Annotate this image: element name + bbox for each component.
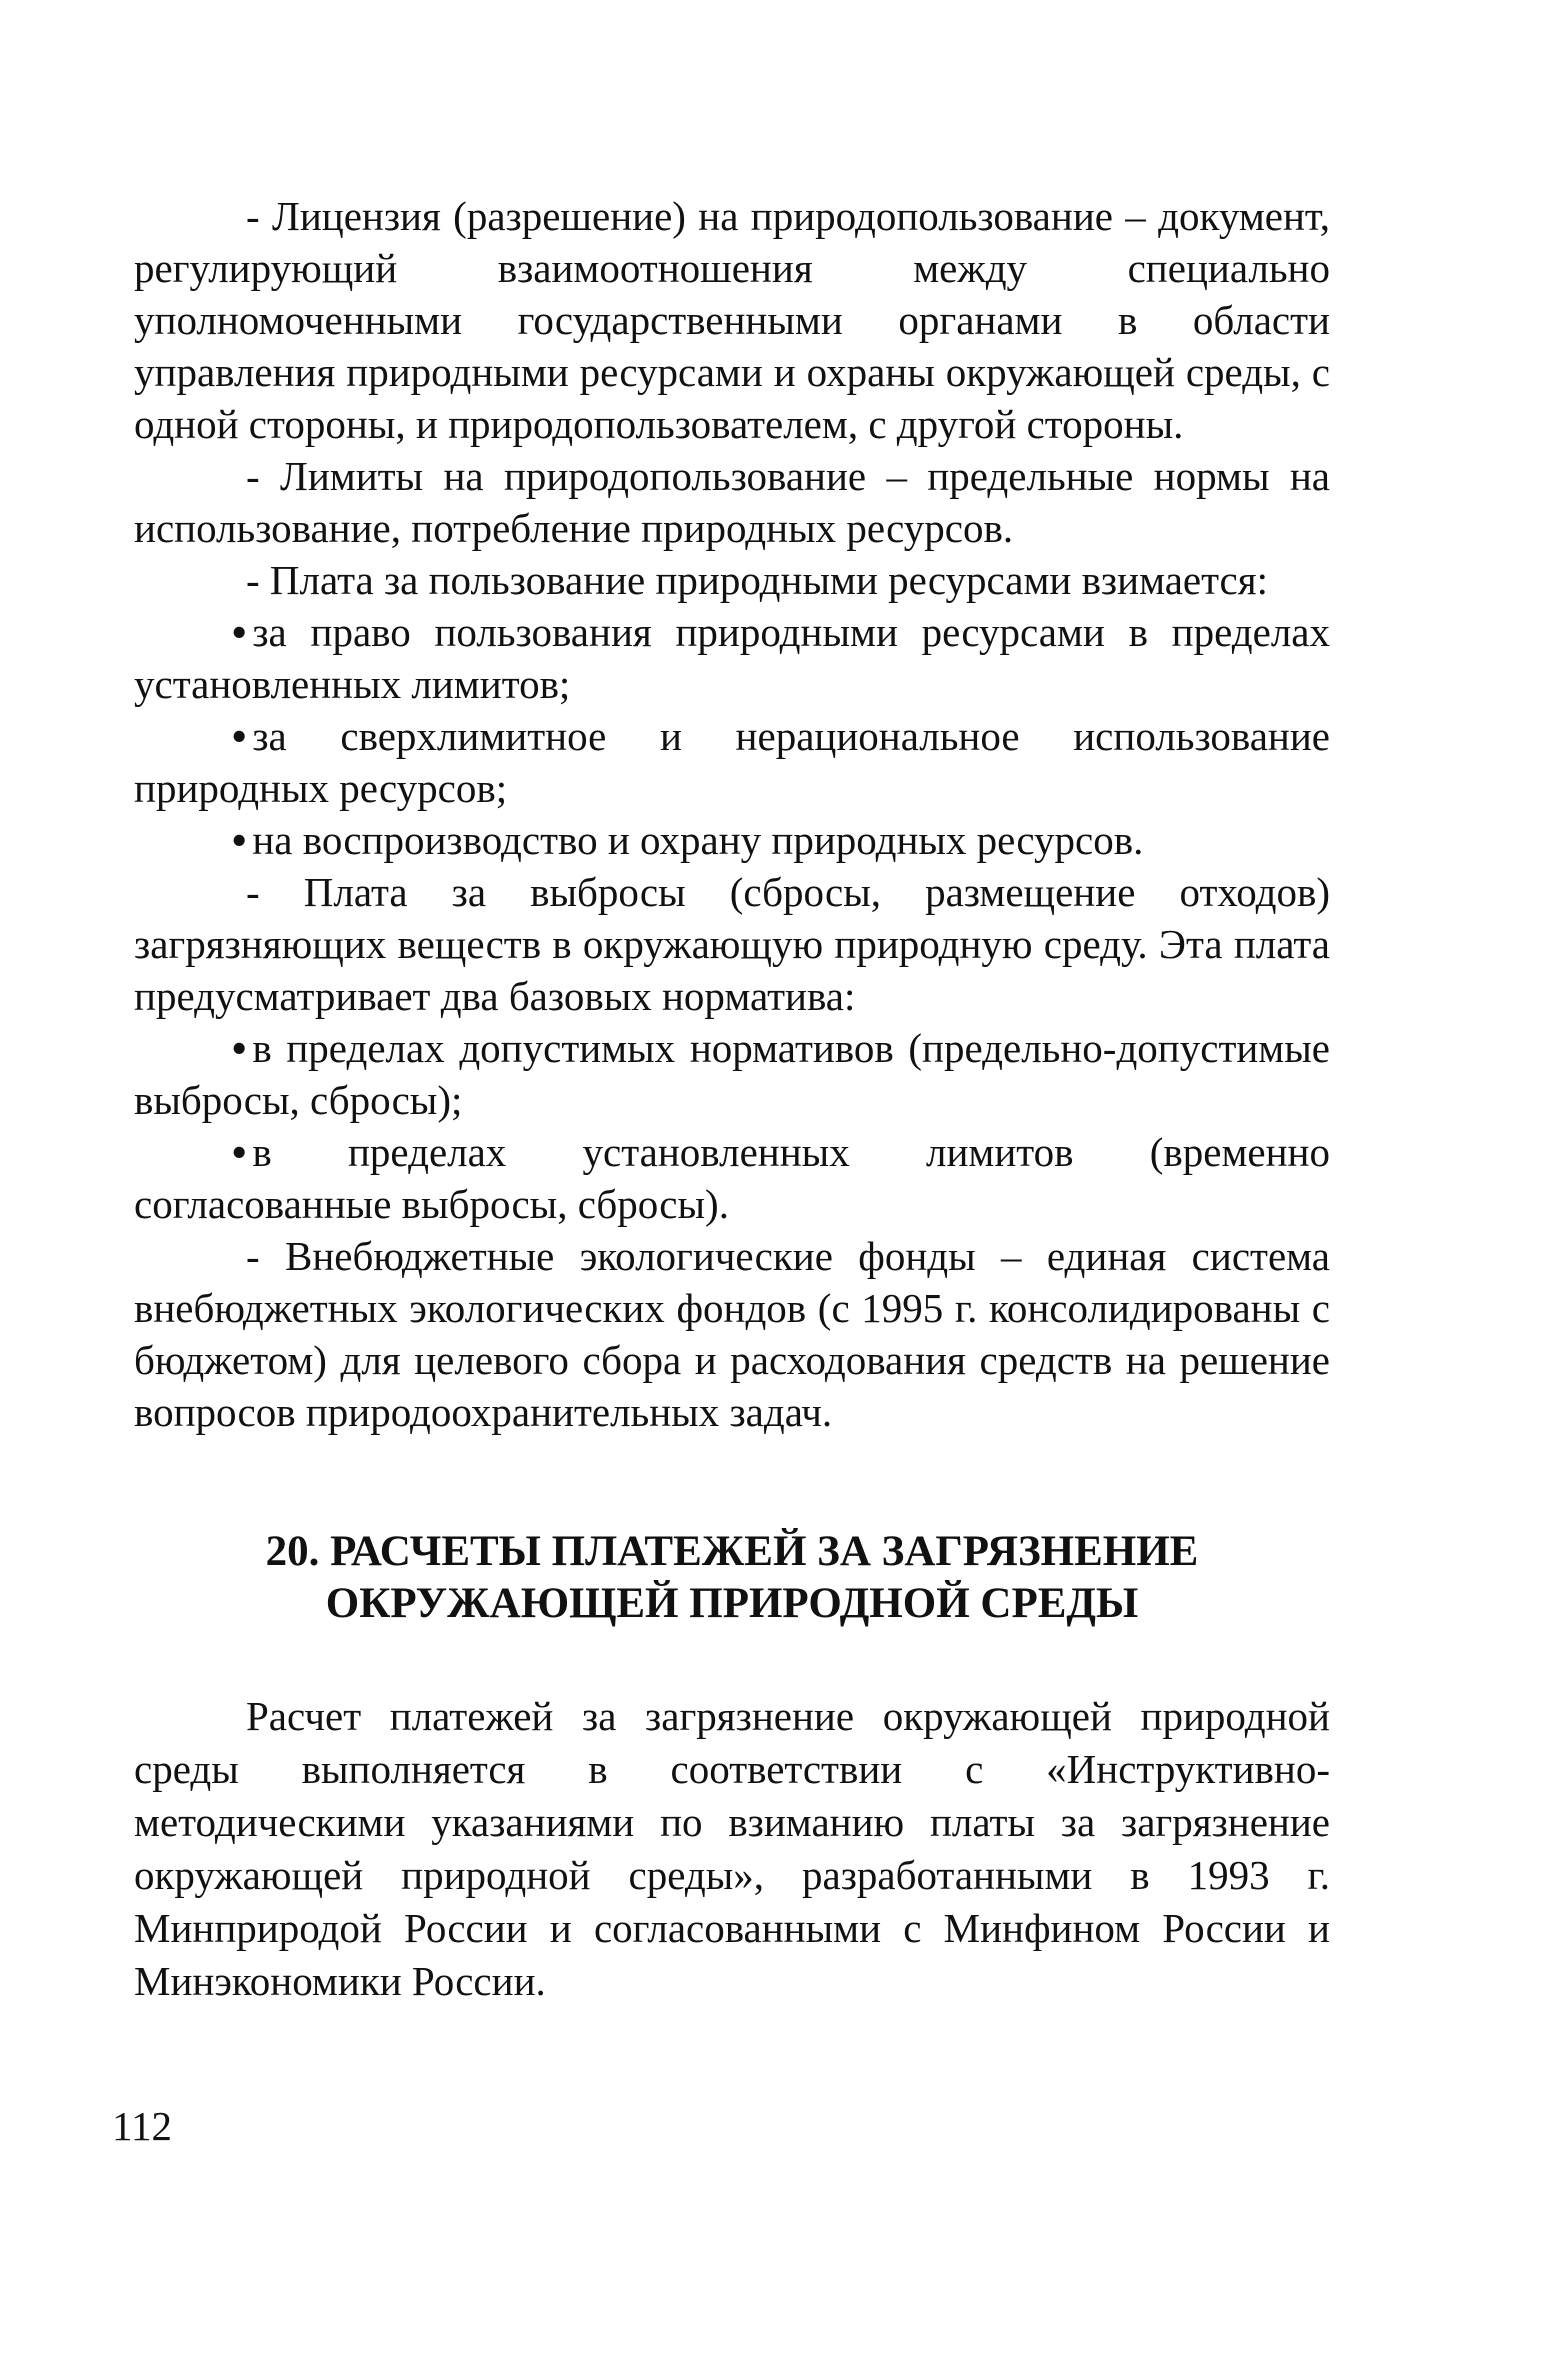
page-number: 112 [112,2103,172,2149]
bullet-item [134,1126,1330,1230]
bullet-text: за сверхлимитное и нерациональное использование природных ресурсов; [134,713,1330,811]
intro-paragraph: Расчет платежей за загрязнение окружающей природной среды выполняется в соответствии с «Инструктивно-методическими указаниями по взиманию платы за загрязнение окружающей природной среды», разработанными в 1993 г. Минприродой России и согласованными с Минфином России и Минэкономики России. [134,1693,1330,2004]
paragraph-license: - Лицензия (разрешение) на природопользование – документ, регулирующий взаимоотношения между специально уполномоченными государственными органами в области управления природными ресурсами и охраны окружающей среды, с одной стороны, и природопользователем, с другой стороны. [134,193,1330,447]
bullet-item [134,606,1330,710]
paragraph-emission-fee: - Плата за выбросы (сбросы, размещение отходов) загрязняющих веществ в окружающую природную среду. Эта плата предусматривает два базовых норматива: [134,869,1330,1019]
section-heading [134,1526,1330,1630]
bullet-item [134,710,1330,814]
bullet-icon: • [232,817,247,863]
bullet-text: в пределах установленных лимитов (временно согласованные выбросы, сбросы). [134,1129,1330,1227]
bullet-item [134,1022,1330,1126]
paragraph-eco-funds: - Внебюджетные экологические фонды – единая система внебюджетных экологических фондов (с 1995 г. консолидированы с бюджетом) для целевого сбора и расходования средств на решение вопросов природоохранительных задач. [134,1233,1330,1435]
heading-line-1: 20. РАСЧЕТЫ ПЛАТЕЖЕЙ ЗА ЗАГРЯЗНЕНИЕ [265,1528,1199,1575]
bullet-text: на воспроизводство и охрану природных ресурсов. [252,817,1144,863]
bullet-icon: • [232,609,247,655]
bullet-icon: • [232,1129,247,1175]
paragraph-limits: - Лимиты на природопользование – предельные нормы на использование, потребление природных ресурсов. [134,453,1330,551]
bullet-icon: • [232,1025,247,1071]
bullet-icon: • [232,713,247,759]
paragraph-resource-fee: - Плата за пользование природными ресурсами взимается: [246,557,1268,603]
heading-line-2: ОКРУЖАЮЩЕЙ ПРИРОДНОЙ СРЕДЫ [325,1580,1139,1627]
definitions-section [134,190,1330,1438]
bullet-text: за право пользования природными ресурсами в пределах установленных лимитов; [134,609,1330,707]
section-intro [134,1690,1330,2008]
bullet-text: в пределах допустимых нормативов (предельно-допустимые выбросы, сбросы); [134,1025,1330,1123]
bullet-item [134,814,1330,866]
